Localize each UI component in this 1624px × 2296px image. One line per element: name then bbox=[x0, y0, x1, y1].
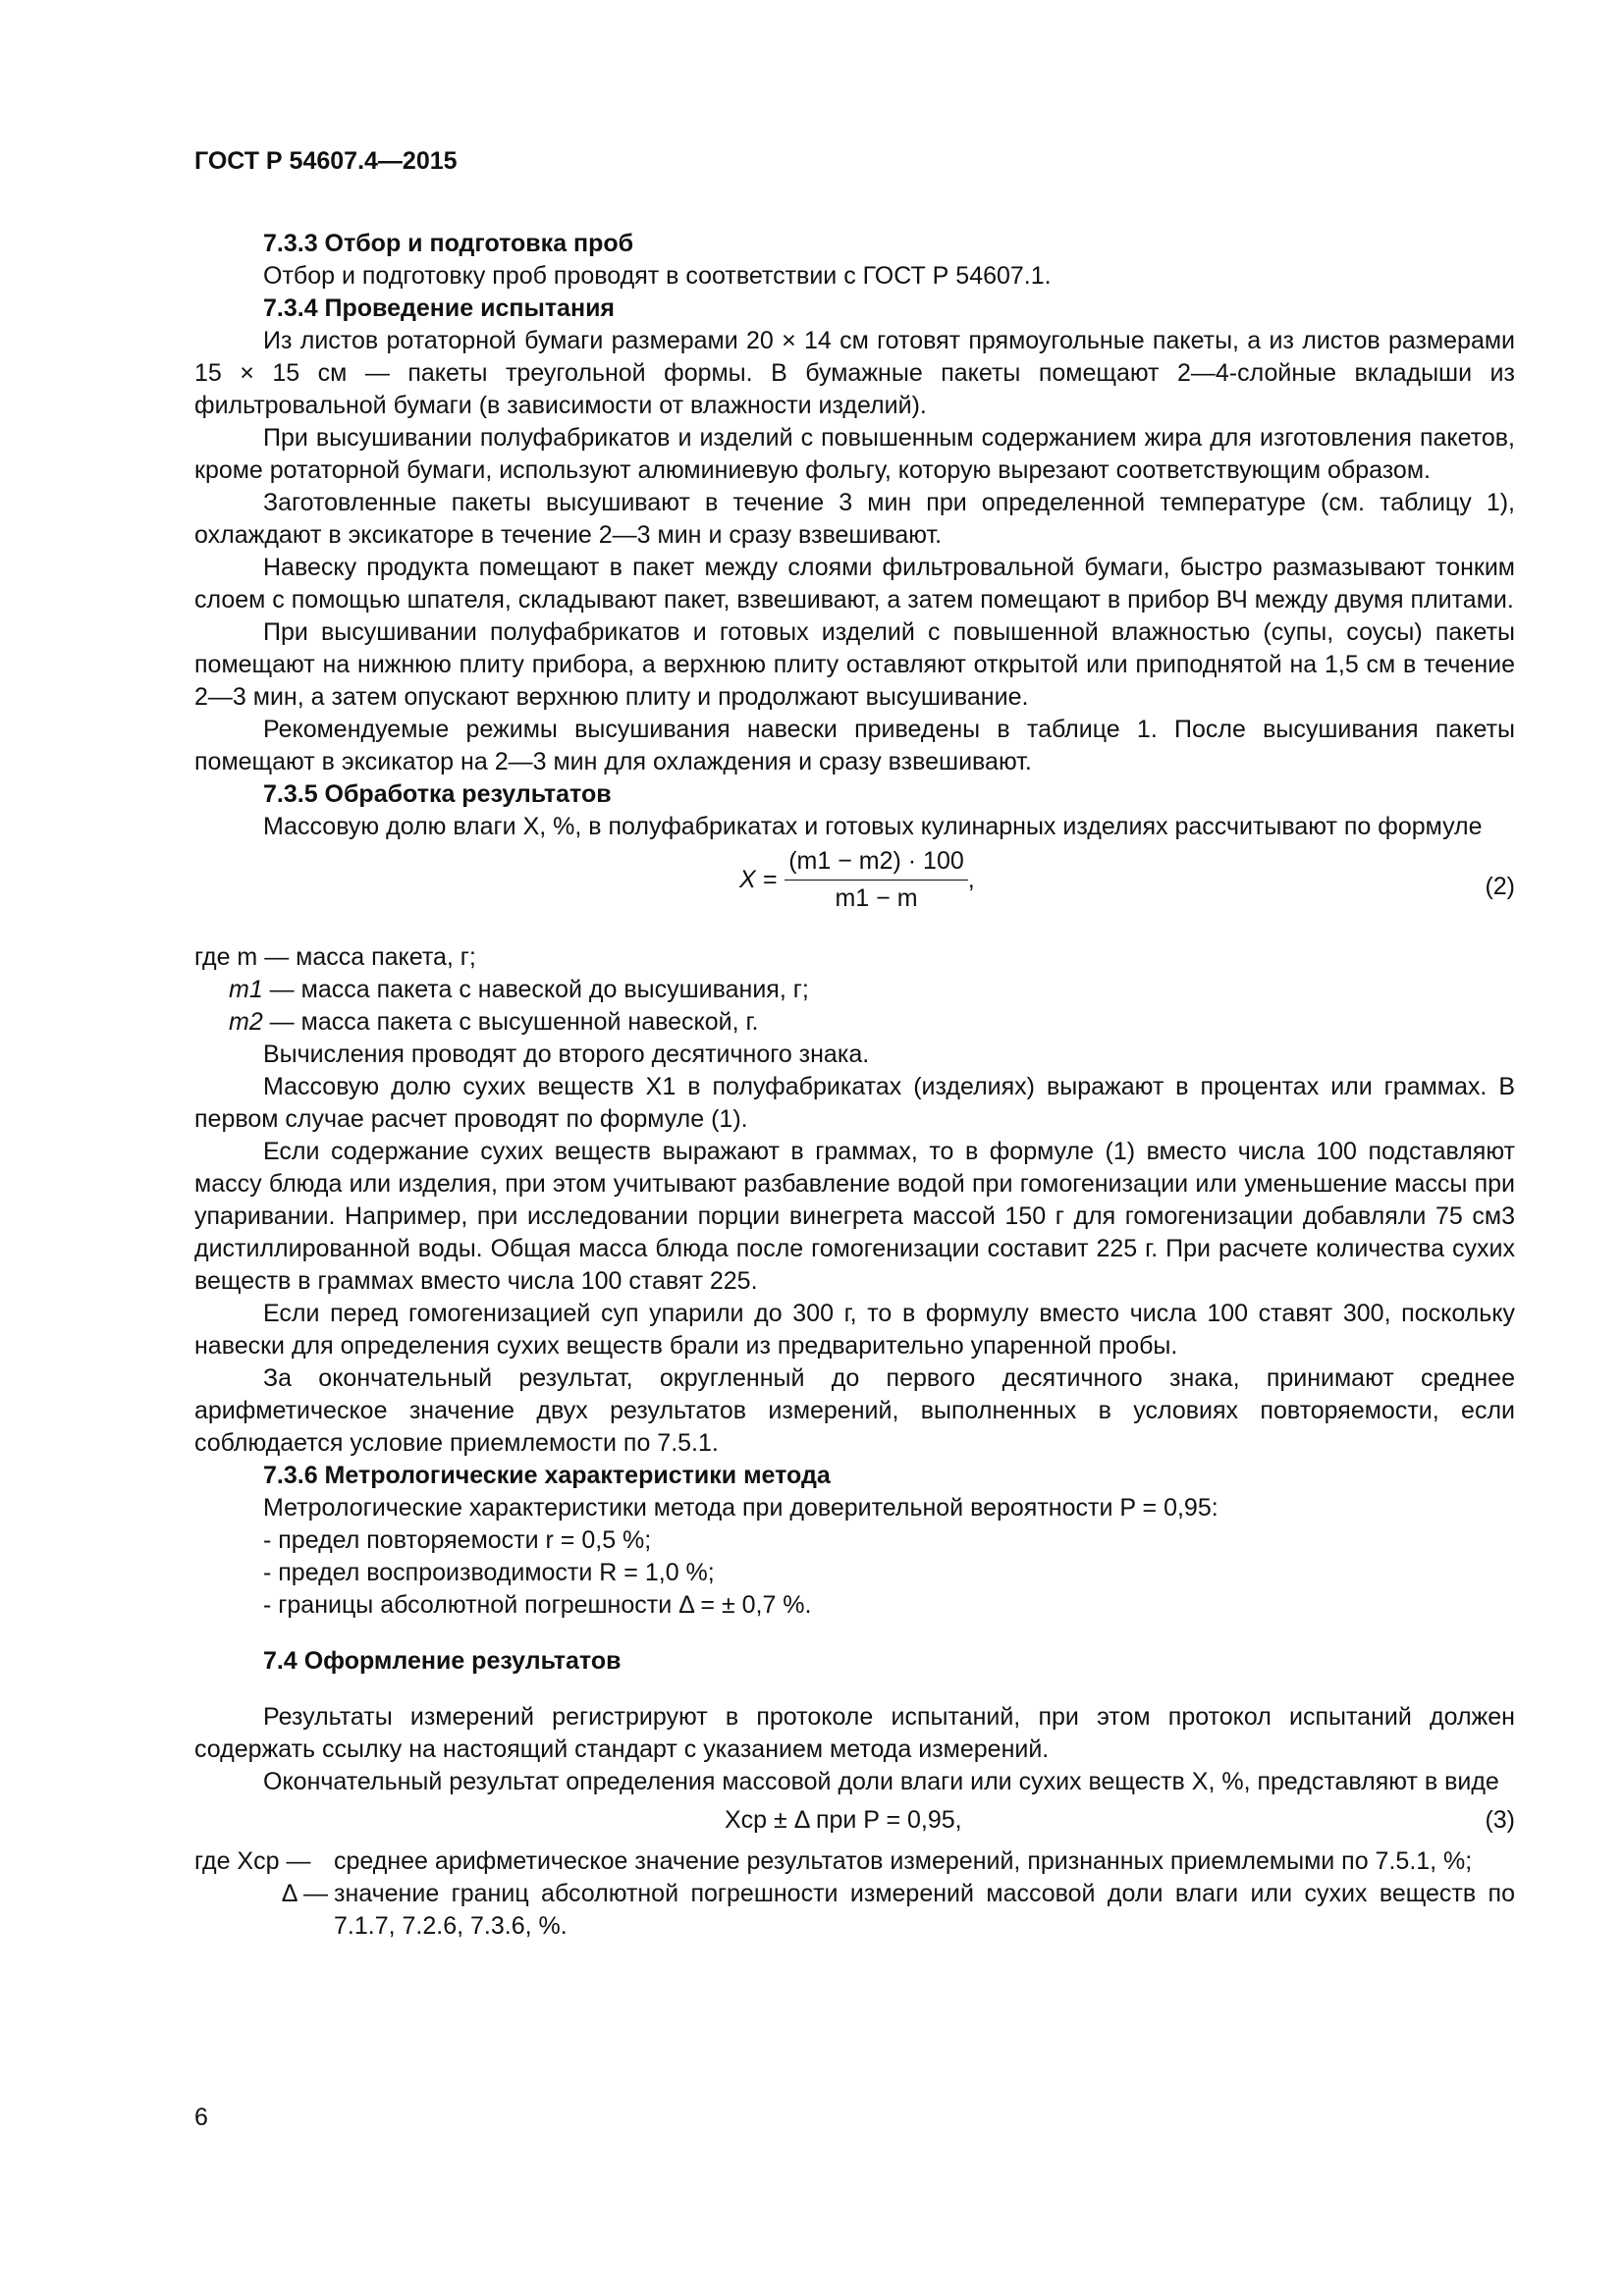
paragraph: Массовую долю сухих веществ X1 в полуфабрикатах (изделиях) выражают в процентах или граммах. В первом случае расчет проводят по формуле (1). bbox=[194, 1073, 1515, 1133]
legend-item: где m — масса пакета, г; bbox=[194, 943, 476, 971]
formula-2: X = $\frac{(m1 - m2) \cdot 100}{m1 - m}$ , (2) bbox=[194, 843, 1515, 941]
legend-item: m2 — масса пакета с высушенной навеской, г. bbox=[229, 1008, 759, 1036]
formula-number: (2) bbox=[1485, 873, 1515, 900]
formula-numerator: (m1 − m2) · 100 bbox=[785, 845, 968, 881]
paragraph: Вычисления проводят до второго десятичного знака. bbox=[263, 1041, 870, 1068]
formula-3 bbox=[194, 1798, 1515, 1845]
paragraph: При высушивании полуфабрикатов и изделий с повышенным содержанием жира для изготовления пакетов, кроме ротаторной бумаги, используют алюминиевую фольгу, которую вырезают соответствующим образом. bbox=[194, 424, 1515, 484]
formula-number: (3) bbox=[1485, 1806, 1515, 1834]
formula-lhs: X = bbox=[739, 866, 778, 893]
section-7-4-title: 7.4 Оформление результатов bbox=[263, 1647, 622, 1675]
paragraph: Если содержание сухих веществ выражают в граммах, то в формуле (1) вместо числа 100 подставляют массу блюда или изделия, при этом учитывают разбавление водой при гомогенизации или уменьшение массы при упаривании. Например, при исследовании порции винегрета массой 150 г для гомогенизации добавляли 75 см3 дистиллированной воды. Общая масса блюда после гомогенизации составит 225 г. При расчете количества сухих веществ в граммах вместо числа 100 ставят 225. bbox=[194, 1138, 1515, 1295]
section-7-3-5-title: 7.3.5 Обработка результатов bbox=[263, 780, 612, 808]
paragraph: Результаты измерений регистрируют в протоколе испытаний, при этом протокол испытаний должен содержать ссылку на настоящий стандарт с указанием метода измерений. bbox=[194, 1703, 1515, 1763]
paragraph: Окончательный результат определения массовой доли влаги или сухих веществ X, %, представляют в виде bbox=[263, 1768, 1499, 1795]
paragraph: Заготовленные пакеты высушивают в течение 3 мин при определенной температуре (см. таблицу 1), охлаждают в эксикаторе в течение 2—3 мин и сразу взвешивают. bbox=[194, 489, 1515, 549]
paragraph: Рекомендуемые режимы высушивания навески приведены в таблице 1. После высушивания пакеты помещают в эксикатор на 2—3 мин для охлаждения и сразу взвешивают. bbox=[194, 716, 1515, 775]
paragraph: За окончательный результат, округленный до первого десятичного знака, принимают среднее арифметическое значение двух результатов измерений, выполненных в условиях повторяемости, если соблюдается условие приемлемости по 7.5.1. bbox=[194, 1364, 1515, 1457]
legend-item: m1 — масса пакета с навеской до высушивания, г; bbox=[229, 976, 809, 1003]
document-body bbox=[194, 228, 1515, 1943]
paragraph: Массовую долю влаги X, %, в полуфабрикатах и готовых кулинарных изделиях рассчитывают по формуле bbox=[263, 813, 1483, 840]
formula-legend bbox=[194, 941, 1515, 1039]
formula-denominator: m1 − m bbox=[835, 884, 918, 912]
formula-expression: Xср ± Δ при P = 0,95, bbox=[725, 1806, 962, 1834]
page-number: 6 bbox=[194, 2104, 208, 2131]
section-7-3-6-title: 7.3.6 Метрологические характеристики метода bbox=[263, 1462, 831, 1489]
paragraph: Навеску продукта помещают в пакет между слоями фильтровальной бумаги, быстро размазывают тонким слоем с помощью шпателя, складывают пакет, взвешивают, а затем помещают в прибор ВЧ между двумя плитами. bbox=[194, 554, 1515, 614]
paragraph: Метрологические характеристики метода при доверительной вероятности P = 0,95: bbox=[263, 1494, 1218, 1522]
list-item: - предел повторяемости r = 0,5 %; bbox=[263, 1526, 652, 1554]
paragraph: Если перед гомогенизацией суп упарили до 300 г, то в формулу вместо числа 100 ставят 300, поскольку навески для определения сухих веществ брали из предварительно упаренной пробы. bbox=[194, 1300, 1515, 1360]
section-7-3-3-title: 7.3.3 Отбор и подготовка проб bbox=[263, 230, 634, 257]
list-item: - предел воспроизводимости R = 1,0 %; bbox=[263, 1559, 715, 1586]
section-7-3-4-title: 7.3.4 Проведение испытания bbox=[263, 294, 616, 322]
list-item: - границы абсолютной погрешности Δ = ± 0,7 %. bbox=[263, 1591, 812, 1619]
paragraph: Из листов ротаторной бумаги размерами 20 × 14 см готовят прямоугольные пакеты, а из листов размерами 15 × 15 см — пакеты треугольной формы. В бумажные пакеты помещают 2—4-слойные вкладыши из фильтровальной бумаги (в зависимости от влажности изделий). bbox=[194, 327, 1515, 419]
paragraph: Отбор и подготовку проб проводят в соответствии с ГОСТ Р 54607.1. bbox=[263, 262, 1052, 290]
paragraph: При высушивании полуфабрикатов и готовых изделий с повышенной влажностью (супы, соусы) пакеты помещают на нижнюю плиту прибора, а верхнюю плиту оставляют открытой или приподнятой на 1,5 см в течение 2—3 мин, а затем опускают верхнюю плиту и продолжают высушивание. bbox=[194, 618, 1515, 711]
legend-item: Δ — значение границ абсолютной погрешности измерений массовой доли влаги или сухих веществ по 7.1.7, 7.2.6, 7.3.6, %. bbox=[281, 1880, 1515, 1940]
legend-item: где Xср — среднее арифметическое значение результатов измерений, признанных приемлемыми по 7.5.1, %; bbox=[194, 1847, 1473, 1875]
document-header: ГОСТ Р 54607.4—2015 bbox=[194, 147, 458, 175]
